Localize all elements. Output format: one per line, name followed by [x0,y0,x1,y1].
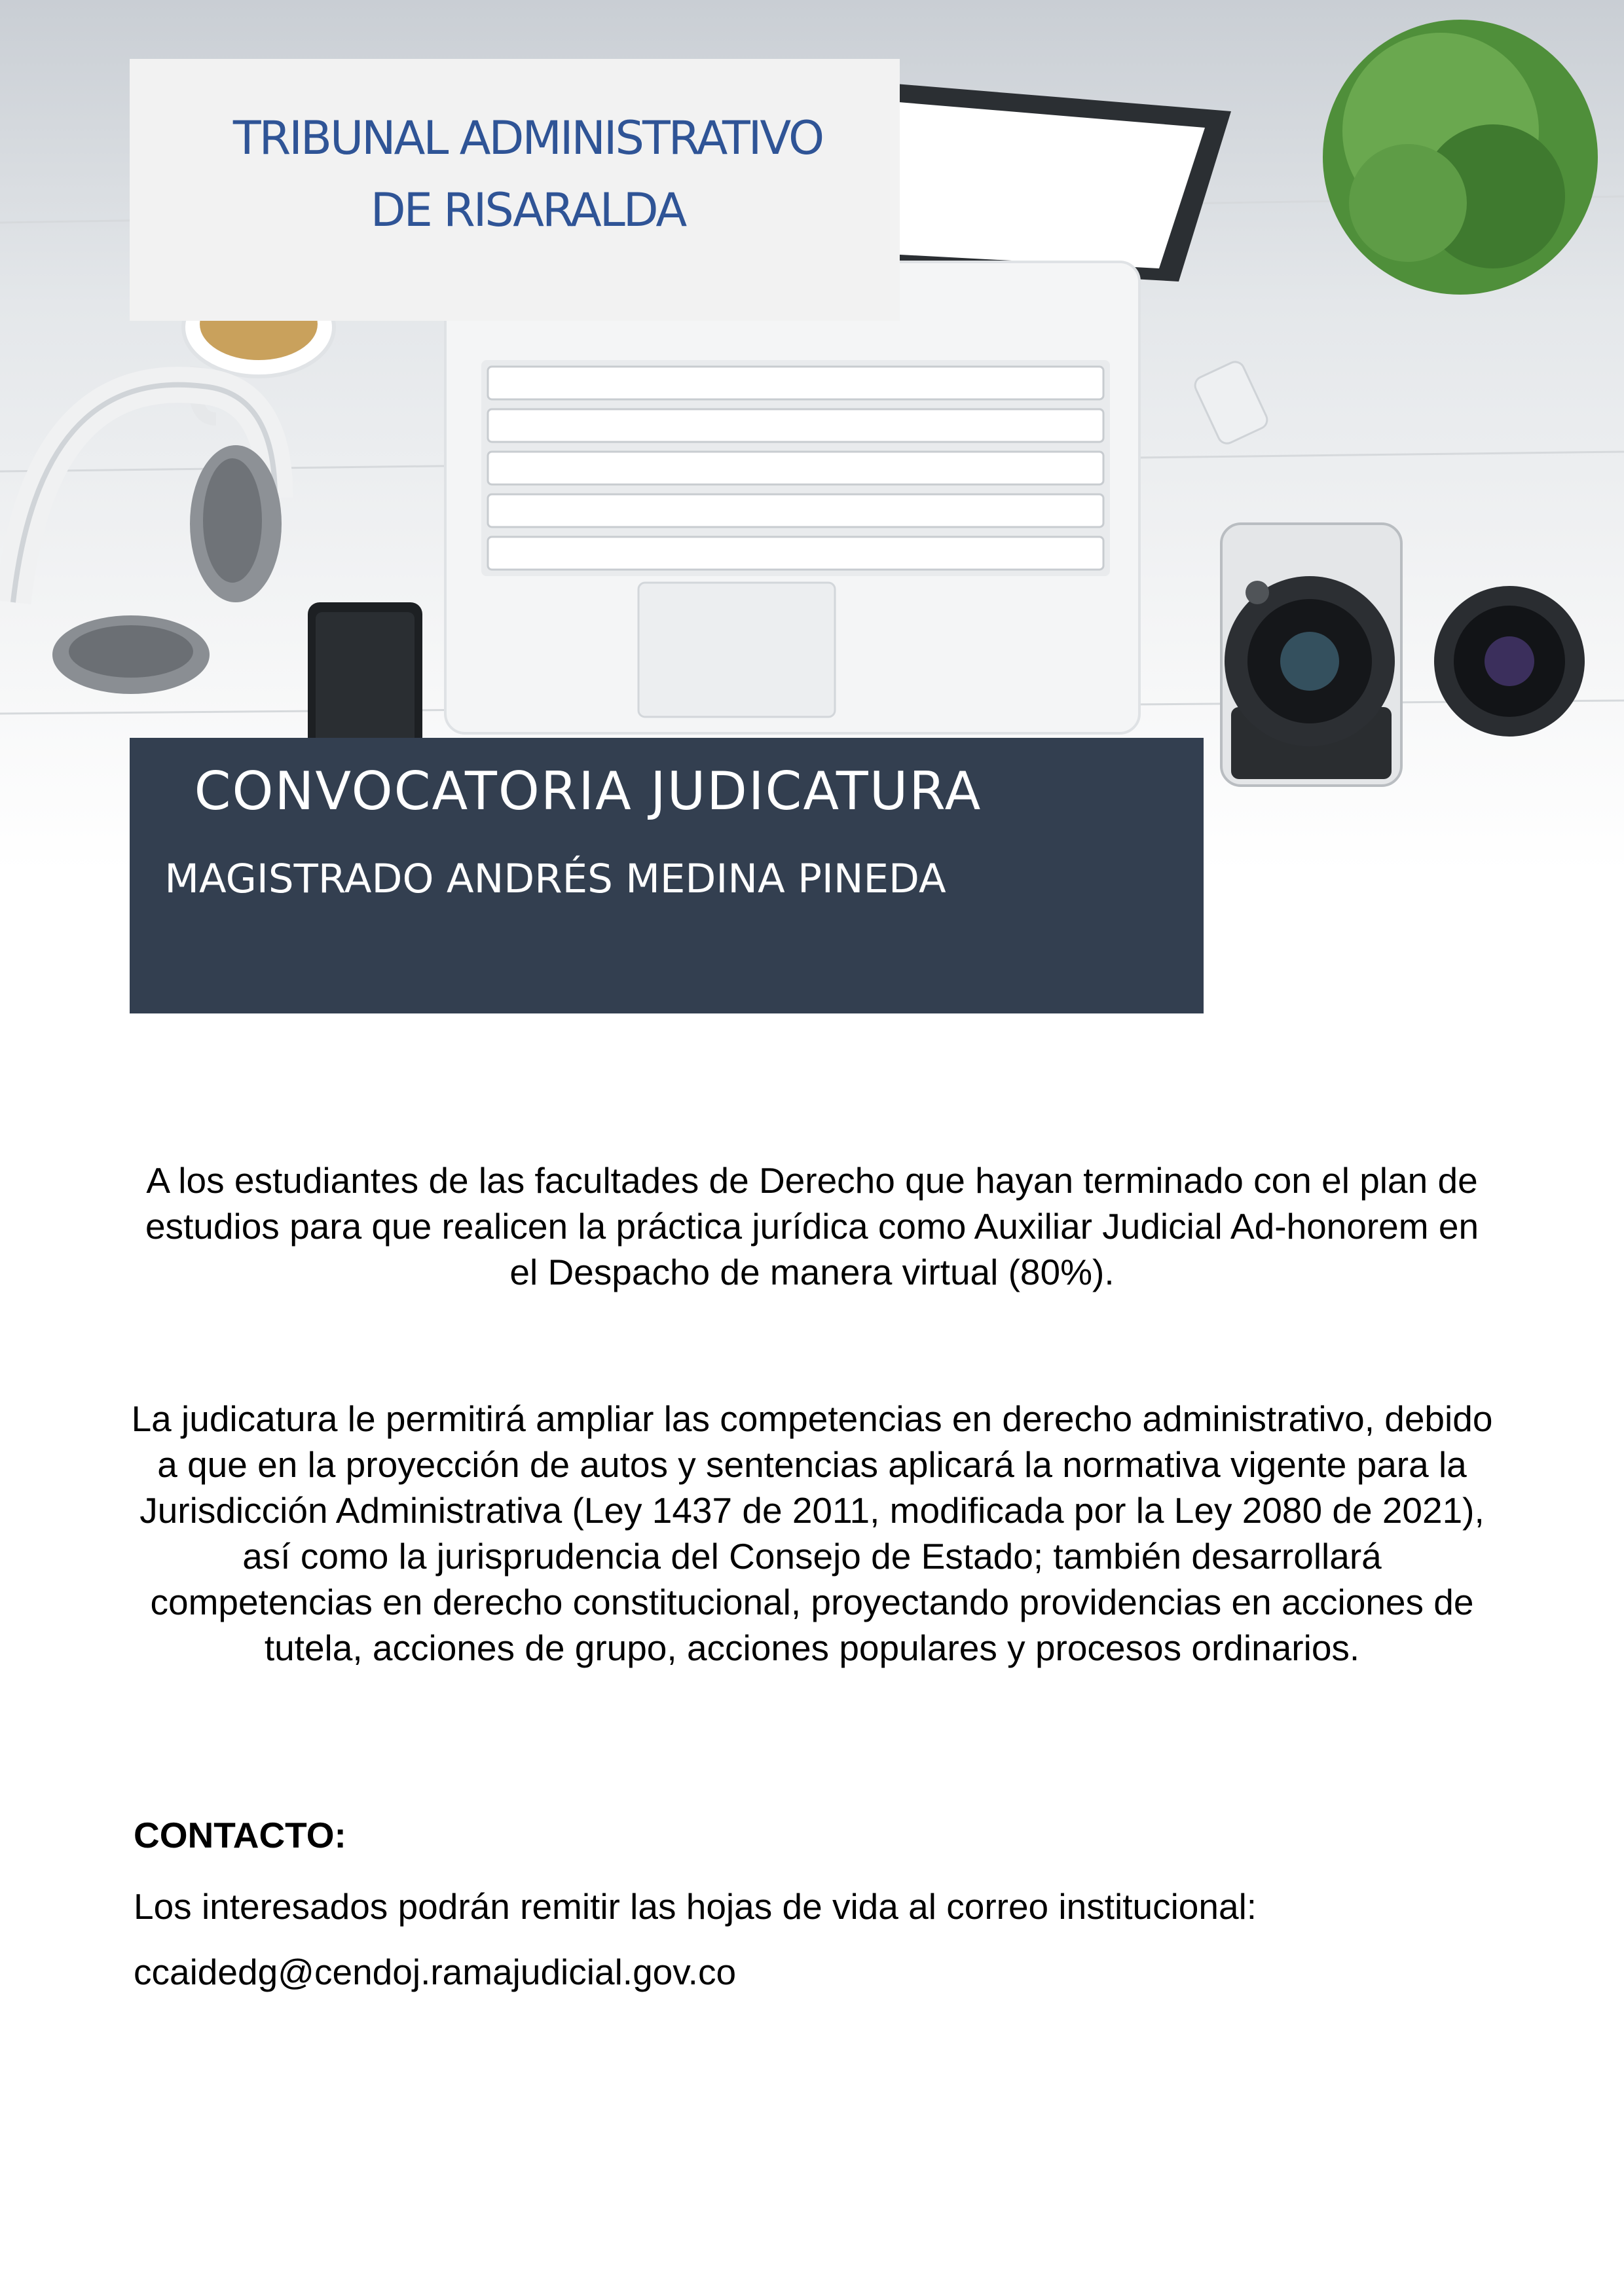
contact-heading: CONTACTO: [134,1815,346,1855]
contact-text: Los interesados podrán remitir las hojas de vida al correo institucional: [134,1886,1257,1927]
institution-name-line2: DE RISARALDA [370,183,686,237]
plant-icon [1323,20,1598,295]
banner-title: CONVOCATORIA JUDICATURA [194,761,982,822]
intro-paragraph: A los estudiantes de las facultades de Derecho que hayan terminado con el plan de estudios para que realicen la práctica jurídica como Auxiliar Judicial Ad-honorem en el Despacho de manera virtual (80%). [145,1160,1479,1292]
institution-name-line1: TRIBUNAL ADMINISTRATIVO [232,111,823,165]
headphones-icon [13,385,282,694]
camera-icon [1221,524,1401,786]
institution-title-box [130,59,900,321]
lens-icon [1434,586,1585,737]
details-paragraph: La judicatura le permitirá ampliar las competencias en derecho administrativo, debido a que en la proyección de autos y sentencias aplicará la normativa vigente para la Jurisdicción Administrativa (Ley 1437 de 2011, modificada por la Ley 2080 de 2021), así como la jurisprudencia del Consejo de Estado; también desarrollará competencias en derecho constitucional, proyectando providencias en acciones de tutela, acciones de grupo, acciones populares y procesos ordinarios. [131,1398,1493,1668]
contact-email[interactable]: ccaidedg@cendoj.ramajudicial.gov.co [134,1952,737,1992]
banner-subtitle: MAGISTRADO ANDRÉS MEDINA PINEDA [164,856,946,902]
